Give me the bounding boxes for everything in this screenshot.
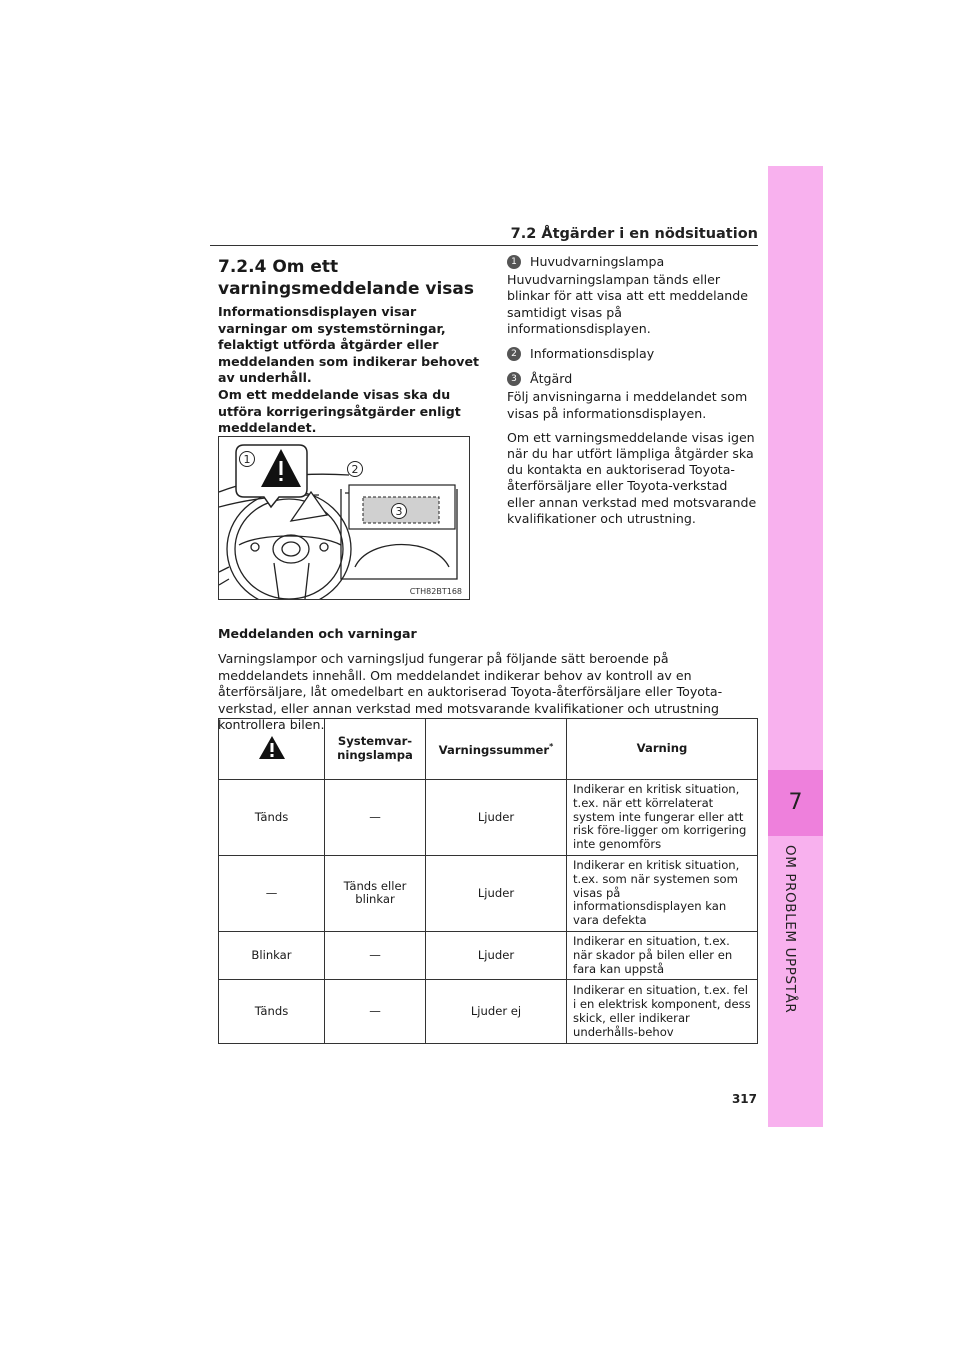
number-badge: 2	[507, 347, 521, 361]
legend-text-1: Huvudvarningslampan tänds eller blinkar för att visa att ett meddelande samtidigt visas på informationsdisplayen.	[507, 272, 749, 336]
buzzer-header	[426, 719, 567, 780]
legend-text-3: Följ anvisningarna i meddelandet som visas på informationsdisplayen.	[507, 389, 748, 421]
subsection-title: Meddelanden och varningar	[218, 626, 417, 641]
warning-cell: Indikerar en kritisk situation, t.ex. som när systemen som visas på informationsdisplayen kan vara defekta	[567, 856, 758, 932]
legend-item-3	[507, 371, 759, 387]
warning-cell: Indikerar en situation, t.ex. fel i en elektrisk komponent, dess skick, eller indikerar underhålls-behov	[567, 980, 758, 1044]
chapter-number: 7	[788, 790, 803, 815]
callout-1: 1	[243, 453, 251, 466]
intro-paragraph-1: Informationsdisplayen visar varningar om systemstörningar, felaktigt utförda åtgärder eller meddelanden som indikerar behovet av underhåll.	[218, 304, 480, 386]
warning-cell: Indikerar en situation, t.ex. när skador på bilen eller en fara kan uppstå	[567, 931, 758, 979]
running-header: 7.2 Åtgärder i en nödsituation	[510, 226, 758, 242]
number-badge: 1	[507, 255, 521, 269]
legend-label-3: Åtgärd	[530, 371, 573, 387]
subsection-body: Varningslampor och varningsljud fungerar på följande sätt beroende på meddelandets innehåll. Om meddelandet indikerar behov av kontroll av en återförsäljare, låt omedelbart en auktoriserad Toyota-återförsäljare eller Toyota-verkstad, eller annan verkstad med motsvarande kvalifikationer och utrustning kontrollera bilen.	[218, 651, 723, 733]
legend-item-2	[507, 346, 759, 362]
table-row	[219, 856, 758, 932]
number-badge: 3	[507, 372, 521, 386]
system-cell: —	[325, 780, 426, 856]
header-rule	[210, 245, 758, 246]
legend-item-1	[507, 254, 759, 270]
buzzer-cell: Ljuder	[426, 780, 567, 856]
table-row	[219, 780, 758, 856]
figure-legend	[507, 254, 759, 527]
callout-2: 2	[351, 463, 359, 476]
page-number: 317	[731, 1092, 757, 1106]
dashboard-illustration	[218, 436, 470, 600]
footnote-mark: *	[549, 742, 554, 752]
legend-label-1: Huvudvarningslampa	[530, 254, 665, 269]
intro-paragraph-2: Om ett meddelande visas ska du utföra korrigeringsåtgärder enligt meddelandet.	[218, 386, 461, 436]
legend-label-2: Informationsdisplay	[530, 346, 655, 362]
master-warning-icon	[258, 735, 286, 760]
table-header-row	[219, 719, 758, 780]
system-cell: Tänds eller blinkar	[325, 856, 426, 932]
legend-followup: Om ett varningsmeddelande visas igen när du har utfört lämpliga åtgärder ska du kontakta en auktoriserad Toyota-återförsäljare eller Toyota-verkstad eller annan verkstad med motsvarande kvalifikationer och utrustning.	[507, 429, 757, 526]
master-warning-header	[219, 719, 325, 780]
master-cell: —	[219, 856, 325, 932]
section-title: 7.2.4 Om ett varningsmeddelande visas	[218, 257, 475, 299]
system-cell: —	[325, 931, 426, 979]
master-cell: Tänds	[219, 780, 325, 856]
buzzer-cell: Ljuder	[426, 856, 567, 932]
buzzer-cell: Ljuder ej	[426, 980, 567, 1044]
table-row	[219, 980, 758, 1044]
master-cell: Tänds	[219, 980, 325, 1044]
system-lamp-header: Systemvar-ningslampa	[325, 719, 426, 780]
warning-cell: Indikerar en kritisk situation, t.ex. när ett körrelaterat system inte fungerar eller att risk före-ligger om korrigering inte genomförs	[567, 780, 758, 856]
system-cell: —	[325, 980, 426, 1044]
warning-header: Varning	[567, 719, 758, 780]
buzzer-header-label: Varningssummer	[438, 743, 550, 758]
table-row	[219, 931, 758, 979]
callout-3: 3	[395, 505, 403, 518]
section-intro	[218, 304, 480, 437]
master-cell: Blinkar	[219, 931, 325, 979]
chapter-label: OM PROBLEM UPPSTÅR	[782, 845, 798, 1014]
figure-code: CTH82BT168	[409, 587, 462, 596]
dashboard-drawing	[219, 437, 469, 599]
buzzer-cell: Ljuder	[426, 931, 567, 979]
warning-table	[218, 718, 758, 1044]
